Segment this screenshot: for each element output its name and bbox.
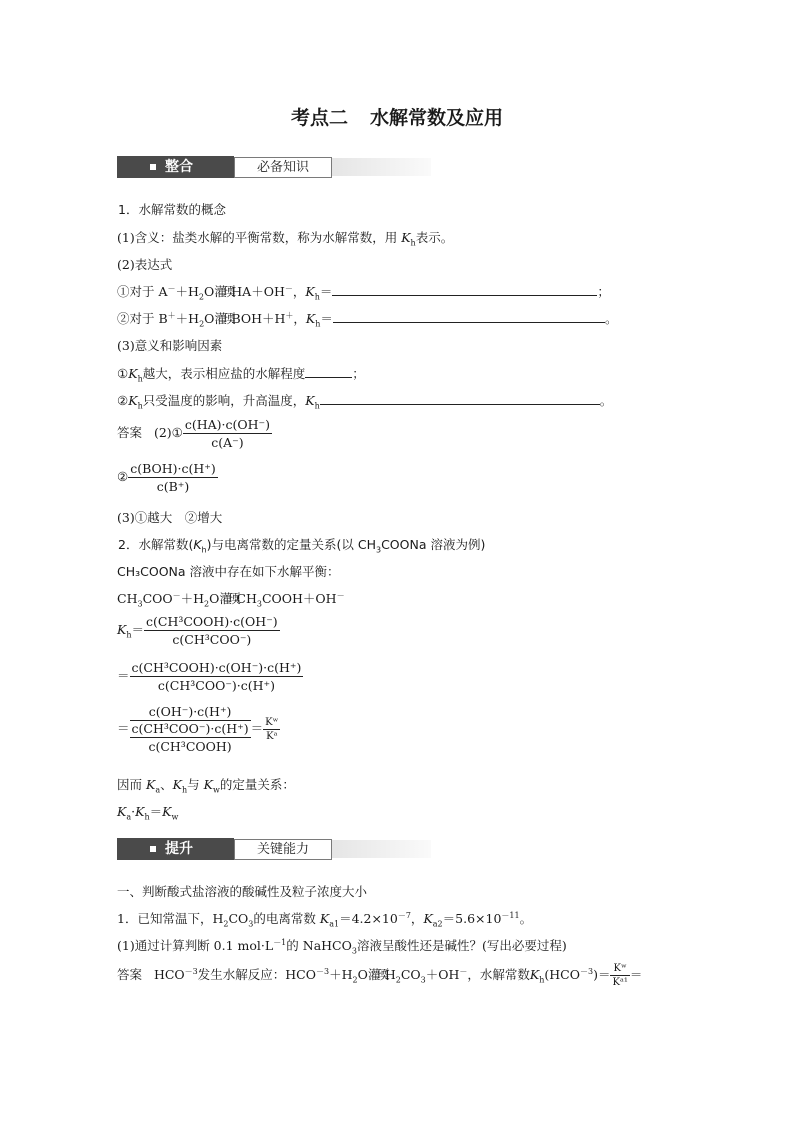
line-relation: 因而 $K_a$、$K_h$与 $K_w$的定量关系： [117,777,295,795]
heading-1: 1．水解常数的概念 [118,202,226,217]
line-expression: (2)表达式 [117,257,173,272]
line-c: $①K_h$越大，表示相应盐的水解程度 ； [117,366,365,384]
answer-3: (3)①越大 ②增大 [117,510,223,525]
answer-q1: 答案 $HCO^{-3}$发生水解反应：$HCO^{-3}+H_2O$灌瑌$H_2CO_3+OH^-$，水解常数$K_h(HCO^{-3})=$ $\frac{\text{Kʷ}}{\text{Kᵃ¹}}$ ＝ [117,963,643,988]
square-icon [150,164,156,170]
kh-formula-2: ＝ $\frac{\text{c(CH³COOH)·c(OH⁻)·c(H⁺)}}{\text{c(CH³COO⁻)·c(H⁺)}}$ [117,660,302,693]
line-relation-eq: $K_a\cdot K_h=K_w$ [117,804,179,822]
line-b: ②对于 $B^++H_2O$灌瑌BOH＋H＋，$K_h=$ 。 [117,310,618,329]
section-bar-integrate: 整合 必备知识 [117,156,431,178]
answer-2: ② $\frac{\text{c(BOH)·c(H⁺)}}{c(B^+)}$ [117,461,216,494]
answer-1: 答案 (2)① $\frac{c(HA)\cdot c(OH^-)}{c(A^-)}$ [117,417,271,450]
question-1-1: (1)通过计算判断 0.1 $mol\cdot L^{-1}$的 NaHCO$_3$溶液呈酸性还是碱性？(写出必要过程) [117,937,567,956]
line-equilibrium: $CH_3COO^-+H_2O$灌瑌$CH_3COOH+OH^-$ [117,590,345,609]
line-meaning: (1)含义：盐类水解的平衡常数，称为水解常数，用 $K_h$表示。 [117,230,454,248]
kh-formula-3: ＝ c(OH⁻)·c(H⁺) c(CH³COO⁻)·c(H⁺) c(CH³COOH) ＝ $\frac{\text{Kʷ}}{\text{Kᵃ}}$ [117,704,279,754]
line-d: $②K_h$只受温度的影响，升高温度，$K_h$ 。 [117,393,613,411]
page-title: 考点二 水解常数及应用 [290,107,504,129]
line-significance: (3)意义和影响因素 [117,338,223,353]
heading-2: 2．水解常数$(K_h)$与电离常数的定量关系(以 $CH_3COONa$ 溶液为例) [118,537,486,555]
kh-formula-1: $K_h=$ $\frac{\text{c(CH³COOH)·c(OH⁻)}}{\text{c(CH³COO⁻)}}$ [117,614,278,647]
question-1: 1．已知常温下，$H_2CO_3$的电离常数 $K_{a1}=4.2\times 10^{-7}$，$K_{a2}=5.6\times 10^{-11}$。 [117,910,533,929]
square-icon [150,846,156,852]
section-bar-improve: 提升 关键能力 [117,838,431,860]
heading-3: 一、判断酸式盐溶液的酸碱性及粒子浓度大小 [117,884,368,899]
line-equilibrium-intro: CH₃COONa 溶液中存在如下水解平衡： [117,564,340,579]
line-a: ①对于 $A^-+H_2O$灌瑌HA＋OH－，$K_h=$ ； [117,283,610,302]
